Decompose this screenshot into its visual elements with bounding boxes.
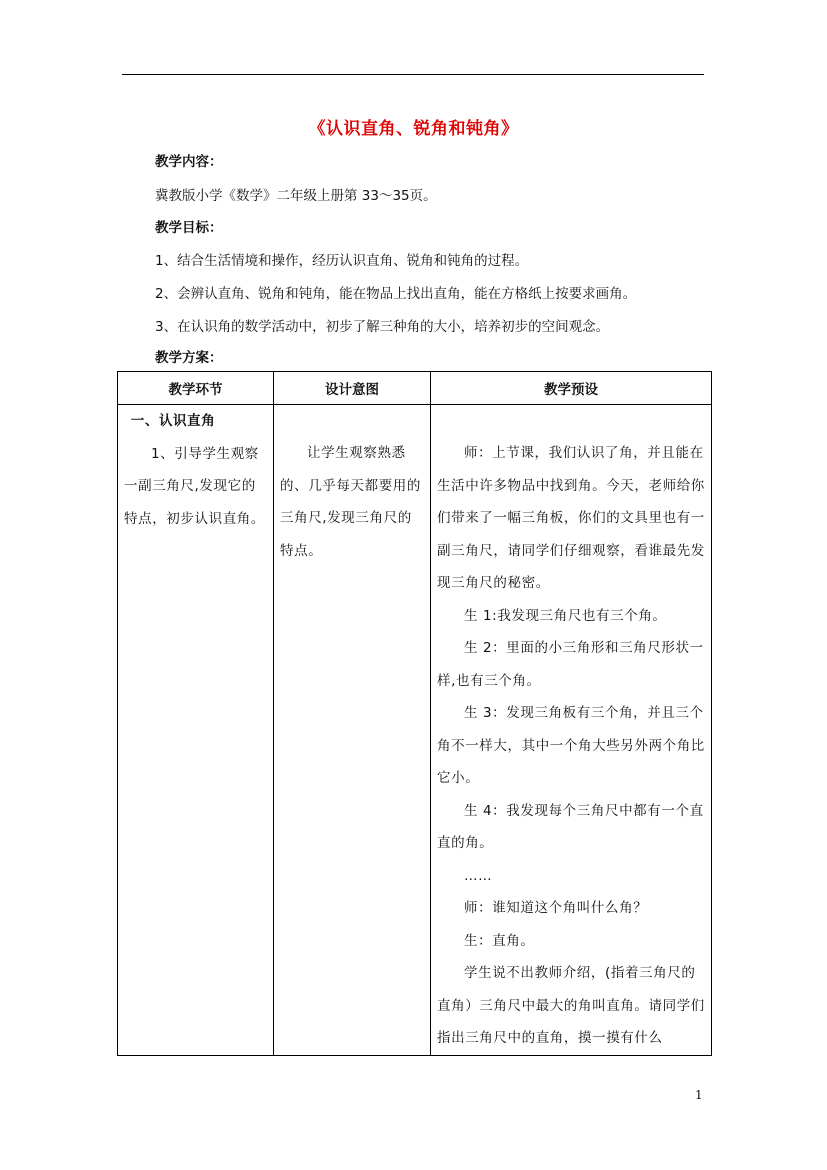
plan-heading: 教学方案： — [155, 350, 223, 366]
content-text: 冀教版小学《数学》二年级上册第 33～35页。 — [155, 188, 437, 204]
goal-item: 3、在认识角的数学活动中，初步了解三种角的大小，培养初步的空间观念。 — [155, 319, 610, 335]
intent-cell — [274, 405, 431, 1056]
table-header-row — [118, 372, 712, 405]
goal-item: 1、结合生活情境和操作，经历认识直角、锐角和钝角的过程。 — [155, 253, 529, 269]
preset-paragraph: 师：上节课，我们认识了角，并且能在生活中许多物品中找到角。今天，老师给你们带来了一幅三角板，你们的文具里也有一副三角尺，请同学们仔细观察，看谁最先发现三角尺的秘密。 — [437, 445, 705, 591]
preset-paragraph: 生 2：里面的小三角形和三角尺形状一样,也有三个角。 — [437, 640, 704, 689]
preset-paragraph: 学生说不出教师介绍，(指着三角尺的直角）三角尺中最大的角叫直角。请同学们指出三角尺中的直角，摸一摸有什么 — [437, 965, 705, 1046]
preset-paragraph: 生 1:我发现三角尺也有三个角。 — [464, 607, 667, 624]
column-header: 教学预设 — [431, 372, 712, 405]
preset-paragraph: 生 4：我发现每个三角尺中都有一个直直的角。 — [437, 802, 704, 851]
table-row — [118, 405, 712, 1056]
goal-item: 2、会辨认直角、锐角和钝角，能在物品上找出直角，能在方格纸上按要求画角。 — [155, 286, 637, 302]
content-heading: 教学内容： — [155, 154, 223, 170]
preset-paragraph: 师：谁知道这个角叫什么角？ — [464, 900, 648, 916]
step-text: 1、引导学生观察一副三角尺,发现它的特点，初步认识直角。 — [124, 445, 265, 527]
preset-paragraph: 生：直角。 — [464, 932, 535, 949]
section-heading: 一、认识直角 — [130, 413, 216, 429]
preset-cell — [431, 405, 712, 1056]
page-number: 1 — [695, 1088, 703, 1102]
preset-paragraph: …… — [464, 867, 493, 884]
document-title: 《认识直角、锐角和钝角》 — [308, 119, 519, 139]
step-cell — [118, 405, 274, 1056]
goals-heading: 教学目标： — [155, 220, 223, 236]
intent-text: 让学生观察熟悉的、几乎每天都要用的三角尺,发现三角尺的特点。 — [280, 445, 421, 559]
teaching-plan-table — [117, 371, 712, 1056]
column-header: 设计意图 — [274, 372, 431, 405]
preset-paragraph: 生 3：发现三角板有三个角，并且三个角不一样大，其中一个角大些另外两个角比它小。 — [437, 705, 705, 786]
column-header: 教学环节 — [118, 372, 274, 405]
header-rule — [122, 74, 704, 75]
